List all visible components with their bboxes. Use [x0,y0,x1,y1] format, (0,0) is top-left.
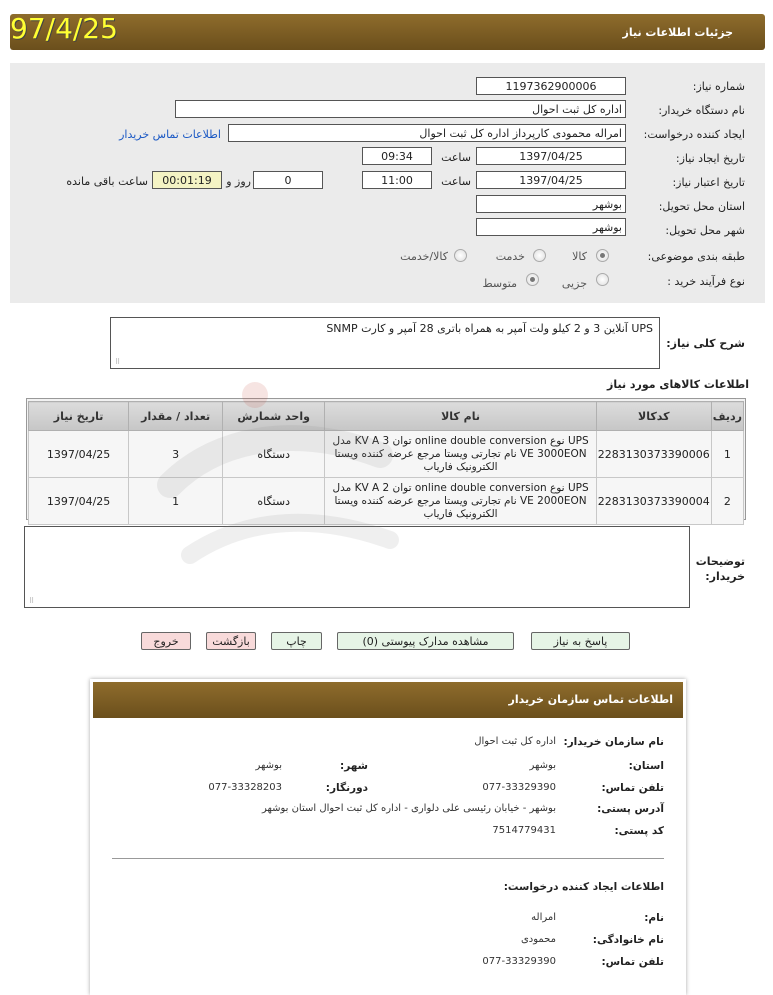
phone-label: تلفن تماس: [601,782,664,794]
purchase-medium-label: متوسط [482,277,517,290]
city-value: بوشهر [255,760,282,771]
category-radio-goods-service[interactable] [454,249,467,262]
province-field[interactable]: بوشهر [476,195,626,213]
requester-phone-value: 077-33329390 [482,956,556,967]
buyer-org-label: نام دستگاه خریدار: [658,104,745,117]
cell-date: 1397/04/25 [29,478,129,525]
col-qty: تعداد / مقدار [129,402,223,431]
remaining-days-field[interactable]: 0 [253,171,323,189]
cell-name-line: VE 3000EON نام تجارتی ویستا مرجع عرضه کننده ویستا [334,447,587,460]
cell-name-line: UPS نوع online double conversion توان 3 KV A مدل [332,434,589,447]
created-date-label: تاریخ ایجاد نیاز: [675,152,745,165]
buyer-notes-textarea[interactable] [24,526,690,608]
days-label: روز و [226,175,251,188]
page-header [0,0,773,63]
contact-card-title: اطلاعات تماس سازمان خریدار [508,693,673,706]
buyer-org-field[interactable]: اداره کل ثبت احوال [175,100,626,118]
address-label: آدرس پستی: [597,803,664,815]
remaining-time-label: ساعت باقی مانده [66,175,148,188]
col-row: ردیف [711,402,743,431]
resize-grip-icon[interactable]: ⠿ [29,597,34,605]
items-table [28,401,744,525]
purchase-minor-label: جزیی [561,277,587,290]
exit-button[interactable]: خروج [141,632,191,650]
resize-grip-icon[interactable]: ⠿ [115,358,120,366]
province-label: استان محل تحویل: [658,200,745,213]
buyer-contact-link[interactable]: اطلاعات تماس خریدار [119,128,221,141]
last-name-value: محمودی [520,934,556,945]
validity-date-field[interactable]: 1397/04/25 [476,171,626,189]
need-number-label: شماره نیاز: [692,80,745,93]
last-name-label: نام خانوادگی: [592,934,664,946]
description-textarea[interactable] [110,317,660,369]
cell-name [325,431,596,478]
buyer-contact-card [90,679,686,995]
page-title: جزئیات اطلاعات نیاز [622,26,733,39]
need-number-field[interactable]: 1197362900006 [476,77,626,95]
province-label: استان: [628,760,664,772]
purchase-type-label: نوع فرآیند خرید : [667,275,745,288]
cell-row: 2 [711,478,743,525]
view-attachments-button[interactable]: مشاهده مدارک پیوستی (0) [337,632,514,650]
buyer-notes-label-2: خریدار: [705,570,745,583]
first-name-value: امراله [531,912,556,923]
cell-name-line: UPS نوع online double conversion توان 2 KV A مدل [332,481,589,494]
cell-name [325,478,596,525]
city-field[interactable]: بوشهر [476,218,626,236]
city-label: شهر محل تحویل: [665,224,745,237]
remaining-time-field: 00:01:19 [152,171,222,189]
date-stamp: 97/4/25 [10,12,118,45]
validity-time-label: ساعت [441,175,471,188]
fax-value: 077-33328203 [208,782,282,793]
col-code: کدکالا [596,402,711,431]
print-button[interactable]: چاپ [271,632,322,650]
postal-code-value: 7514779431 [492,825,556,836]
back-button[interactable]: بازگشت [206,632,256,650]
created-time-label: ساعت [441,151,471,164]
col-name: نام کالا [325,402,596,431]
table-row [29,478,744,525]
validity-date-label: تاریخ اعتبار نیاز: [672,176,745,189]
category-goods-label: کالا [572,250,587,263]
divider [112,858,664,859]
address-value: بوشهر - خیابان رئیسی علی دلواری - اداره کل ثبت احوال استان بوشهر [261,803,556,814]
description-text: UPS آنلاین 3 و 2 کیلو ولت آمپر به همراه باتری 28 آمپر و کارت SNMP [326,322,653,335]
col-date: تاریخ نیاز [29,402,129,431]
cell-code: 2283130373390006 [596,431,711,478]
col-unit: واحد شمارش [223,402,325,431]
org-label: نام سازمان خریدار: [563,736,664,748]
cell-name-line: VE 2000EON نام تجارتی ویستا مرجع عرضه کننده ویستا [334,494,587,507]
cell-date: 1397/04/25 [29,431,129,478]
requester-info-title: اطلاعات ایجاد کننده درخواست: [503,881,664,893]
description-label: شرح کلی نیاز: [666,337,745,350]
cell-code: 2283130373390004 [596,478,711,525]
phone-value: 077-33329390 [482,782,556,793]
created-date-field[interactable]: 1397/04/25 [476,147,626,165]
requester-phone-label: تلفن تماس: [601,956,664,968]
buyer-notes-label: توضیحات [695,555,745,568]
category-radio-goods[interactable] [596,249,609,262]
purchase-radio-minor[interactable] [596,273,609,286]
fax-label: دورنگار: [325,782,368,794]
province-value: بوشهر [529,760,556,771]
cell-name-line: الکترونیک فاریاب [423,507,498,520]
cell-unit: دستگاه [223,478,325,525]
category-label: طبقه بندی موضوعی: [647,250,745,263]
cell-row: 1 [711,431,743,478]
contact-card-header [93,682,683,718]
category-goods-service-label: کالا/خدمت [400,250,448,263]
requester-field[interactable]: امراله محمودی کارپرداز اداره کل ثبت احوال [228,124,626,142]
cell-name-line: الکترونیک فاریاب [423,460,498,473]
org-value: اداره کل ثبت احوال [474,736,556,747]
reply-button[interactable]: پاسخ به نیاز [531,632,630,650]
city-label: شهر: [340,760,368,772]
cell-qty: 1 [129,478,223,525]
postal-code-label: کد پستی: [614,825,664,837]
requester-label: ایجاد کننده درخواست: [643,128,745,141]
cell-unit: دستگاه [223,431,325,478]
cell-qty: 3 [129,431,223,478]
category-radio-service[interactable] [533,249,546,262]
purchase-radio-medium[interactable] [526,273,539,286]
table-row [29,431,744,478]
category-service-label: خدمت [495,250,525,263]
first-name-label: نام: [644,912,664,924]
items-title: اطلاعات کالاهای مورد نیاز [607,378,749,391]
validity-time-field[interactable]: 11:00 [362,171,432,189]
created-time-field[interactable]: 09:34 [362,147,432,165]
